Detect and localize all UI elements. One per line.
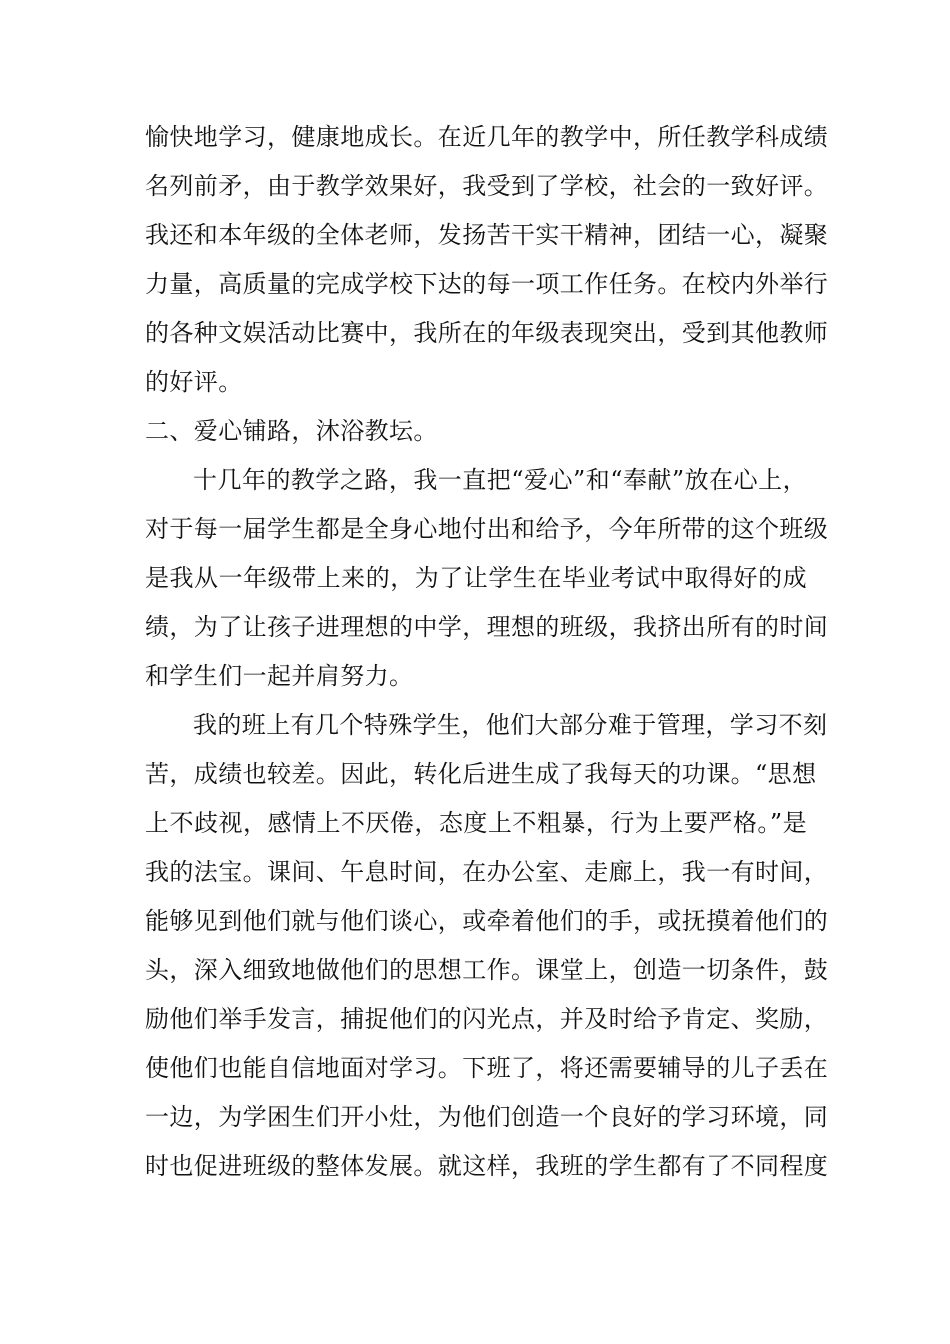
text-line: 头，深入细致地做他们的思想工作。课堂上，创造一切条件，鼓	[145, 956, 829, 984]
text-line: 绩，为了让孩子进理想的中学，理想的班级，我挤出所有的时间	[145, 613, 829, 641]
text-line: 力量，高质量的完成学校下达的每一项工作任务。在校内外举行	[145, 270, 829, 298]
text-line: 十几年的教学之路，我一直把“爱心”和“奉献”放在心上，	[193, 466, 807, 494]
text-line: 能够见到他们就与他们谈心，或牵着他们的手，或抚摸着他们的	[145, 907, 829, 935]
text-line: 我的法宝。课间、午息时间，在办公室、走廊上，我一有时间，	[145, 858, 829, 886]
text-line: 是我从一年级带上来的，为了让学生在毕业考试中取得好的成	[145, 564, 807, 592]
text-line: 我还和本年级的全体老师，发扬苦干实干精神，团结一心，凝聚	[145, 221, 829, 249]
paragraph-continuation	[145, 113, 829, 407]
paragraph	[145, 701, 829, 1191]
text-line: 愉快地学习，健康地成长。在近几年的教学中，所任教学科成绩	[145, 123, 829, 151]
text-line: 的各种文娱活动比赛中，我所在的年级表现突出，受到其他教师	[145, 319, 829, 347]
text-line: 苦，成绩也较差。因此，转化后进生成了我每天的功课。“思想	[145, 760, 817, 788]
section-heading	[145, 407, 807, 456]
text-line: 时也促进班级的整体发展。就这样，我班的学生都有了不同程度	[145, 1152, 829, 1180]
text-line: 名列前矛，由于教学效果好，我受到了学校，社会的一致好评。	[145, 172, 829, 200]
text-line: 上不歧视，感情上不厌倦，态度上不粗暴，行为上要严格。”是	[145, 809, 807, 837]
text-line: 和学生们一起并肩努力。	[145, 662, 414, 690]
text-line: 使他们也能自信地面对学习。下班了，将还需要辅导的儿子丢在	[145, 1054, 829, 1082]
text-line: 励他们举手发言，捕捉他们的闪光点，并及时给予肯定、奖励，	[145, 1005, 829, 1033]
section-heading-text: 二、爱心铺路，沐浴教坛。	[145, 417, 438, 445]
paragraph	[145, 456, 829, 701]
text-line: 一边，为学困生们开小灶，为他们创造一个良好的学习环境，同	[145, 1103, 829, 1131]
text-line: 对于每一届学生都是全身心地付出和给予，今年所带的这个班级	[145, 515, 829, 543]
document-body	[145, 113, 829, 1191]
text-line: 我的班上有几个特殊学生，他们大部分难于管理，学习不刻	[193, 711, 828, 739]
text-line: 的好评。	[145, 368, 243, 396]
